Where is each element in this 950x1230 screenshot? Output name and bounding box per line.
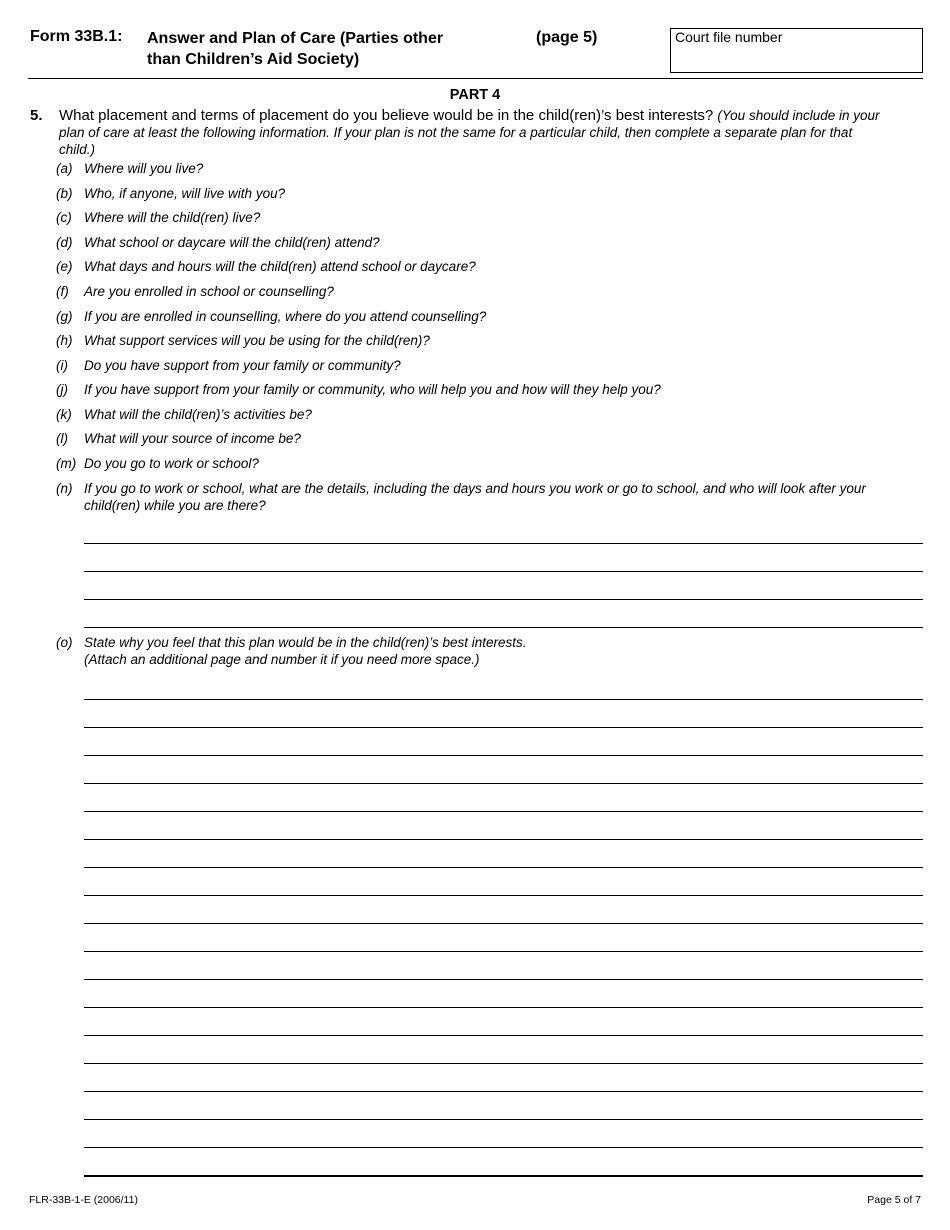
item-label: (h) [56,333,73,348]
answer-line[interactable] [84,571,923,572]
item-label: (i) [56,358,68,373]
item-label: (b) [56,186,73,201]
answer-line[interactable] [84,979,923,980]
court-file-number-label: Court file number [675,29,783,45]
answer-line[interactable] [84,951,923,952]
answer-line[interactable] [84,923,923,924]
item-label: (f) [56,284,69,299]
form-number: Form 33B.1: [30,28,123,45]
item-text: If you are enrolled in counselling, where do you attend counselling? [84,309,487,324]
page-number: Page 5 of 7 [867,1194,921,1206]
answer-line[interactable] [84,867,923,868]
item-text [84,634,904,668]
item-text: If you go to work or school, what are the details, including the days and hours you work or go to school, and who will look after your child(ren) while you are there? [84,481,866,513]
item-text: What days and hours will the child(ren) attend school or daycare? [84,259,476,274]
form-title-line2: than Children’s Aid Society) [147,51,360,68]
item-label: (d) [56,235,73,250]
answer-line[interactable] [84,783,923,784]
page-label: (page 5) [536,29,598,46]
answer-line[interactable] [84,1147,923,1148]
answer-line[interactable] [84,895,923,896]
answer-line[interactable] [84,1007,923,1008]
part-heading: PART 4 [449,87,501,103]
item-label: (l) [56,431,68,446]
item-label: (k) [56,407,72,422]
item-text: If you have support from your family or community, who will help you and how will they help you? [84,382,661,397]
question-main-text: What placement and terms of placement do you believe would be in the child(ren)’s best interests? [59,107,714,124]
item-text: Are you enrolled in school or counselling? [84,284,334,299]
answer-line[interactable] [84,1063,923,1064]
answer-line[interactable] [84,1035,923,1036]
answer-line[interactable] [84,727,923,728]
question-text [59,107,889,158]
court-file-number-field[interactable] [670,28,923,73]
answer-line[interactable] [84,599,923,600]
form-title [147,28,507,70]
item-label: (m) [56,456,77,471]
answer-line[interactable] [84,543,923,544]
item-label: (g) [56,309,73,324]
item-text: Do you have support from your family or community? [84,358,401,373]
item-o-line2: (Attach an additional page and number it if you need more space.) [84,652,480,667]
answer-line[interactable] [84,755,923,756]
answer-line[interactable] [84,811,923,812]
answer-line[interactable] [84,1091,923,1092]
form-title-line1: Answer and Plan of Care (Parties other [147,30,444,47]
answer-line[interactable] [84,699,923,700]
answer-line[interactable] [84,627,923,628]
item-text: Do you go to work or school? [84,456,259,471]
item-text: Where will the child(ren) live? [84,210,261,225]
question-instruction: (You should include in your plan of care at least the following information. If your plan is not the same for a particular child, then complete a separate plan for that child.) [59,108,880,157]
form-code: FLR-33B-1-E (2006/11) [29,1194,138,1206]
answer-line[interactable] [84,839,923,840]
item-label: (j) [56,382,68,397]
item-label: (o) [56,635,73,650]
item-text: What support services will you be using for the child(ren)? [84,333,430,348]
item-text: What school or daycare will the child(ren) attend? [84,235,380,250]
item-text: Where will you live? [84,161,204,176]
item-text: What will your source of income be? [84,431,301,446]
item-o-line1: State why you feel that this plan would be in the child(ren)’s best interests. [84,635,527,650]
item-label: (e) [56,259,73,274]
item-label: (c) [56,210,72,225]
answer-line[interactable] [84,1176,923,1177]
answer-line[interactable] [84,1119,923,1120]
item-label: (a) [56,161,73,176]
header-divider [28,78,923,79]
item-text: What will the child(ren)’s activities be? [84,407,312,422]
question-number: 5. [30,107,43,124]
item-text: Who, if anyone, will live with you? [84,186,286,201]
item-label: (n) [56,481,73,496]
